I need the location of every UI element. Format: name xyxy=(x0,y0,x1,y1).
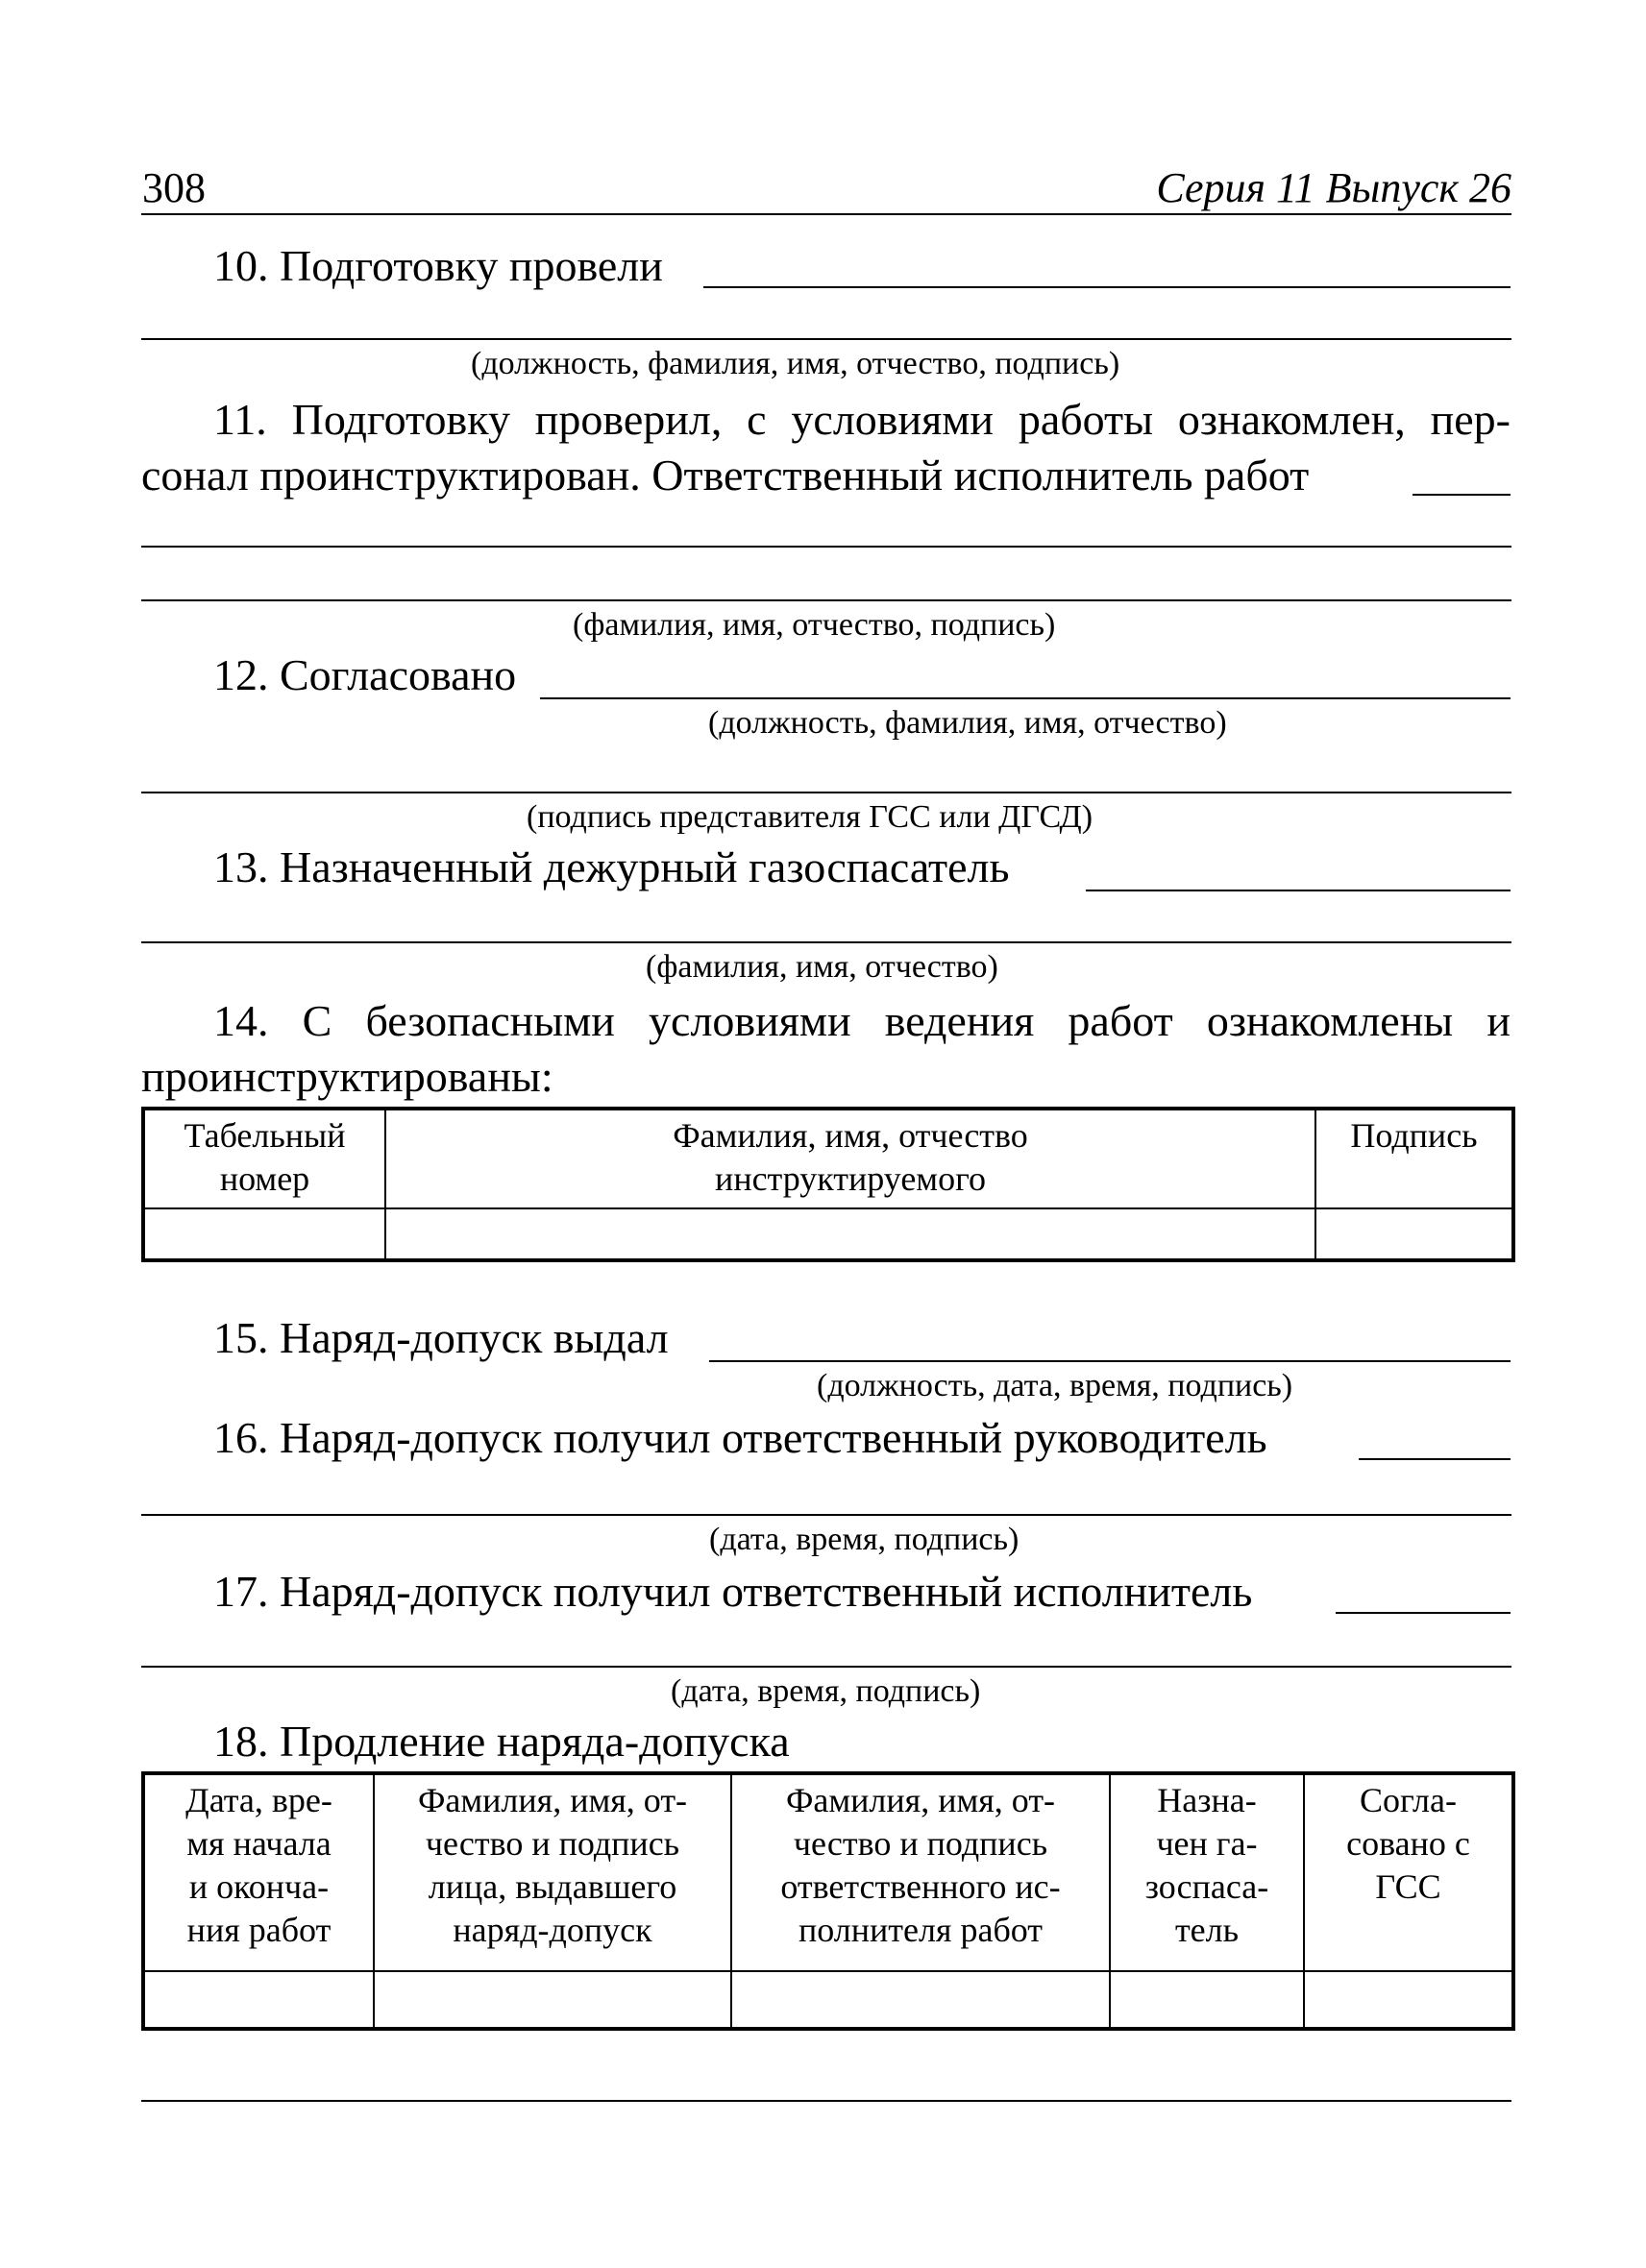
cell-approved[interactable] xyxy=(1304,1971,1513,2029)
item15-caption: (должность, дата, время, подпись) xyxy=(817,1368,1293,1403)
series-title: Серия 11 Выпуск 26 xyxy=(1156,164,1511,211)
header-text: ГСС xyxy=(1375,1867,1441,1906)
item11-line-a[interactable] xyxy=(141,546,1511,548)
header-tab-number xyxy=(143,1109,385,1208)
header-gas-rescuer xyxy=(1110,1773,1304,1971)
cell-issuer[interactable] xyxy=(374,1971,731,2029)
item11-line2: сонал проинструктирован. Ответственный исполнитель работ xyxy=(141,451,1310,500)
item15-label: 15. Наряд-допуск выдал xyxy=(213,1313,669,1362)
header-text: и оконча- xyxy=(188,1867,330,1906)
header-text: Табельный xyxy=(184,1116,346,1155)
item12-label: 12. Согласовано xyxy=(213,650,517,699)
item13-second-line[interactable] xyxy=(141,941,1511,943)
header-approved xyxy=(1304,1773,1513,1971)
item17-fill-line[interactable] xyxy=(1336,1612,1511,1614)
item14-line1: 14. С безопасными условиями ведения работ ознакомлены и xyxy=(213,996,1511,1045)
item12-caption2: (подпись представителя ГСС или ДГСД) xyxy=(527,799,1093,835)
header-text: Дата, вре- xyxy=(185,1781,332,1819)
header-text: Фамилия, имя, от- xyxy=(785,1781,1056,1819)
header-rule xyxy=(141,213,1511,215)
header-text: ответственного ис- xyxy=(780,1867,1061,1906)
header-text: чен га- xyxy=(1156,1824,1258,1863)
item11-line-b[interactable] xyxy=(141,599,1511,601)
header-text: Подпись xyxy=(1350,1116,1478,1155)
item13-fill-line[interactable] xyxy=(1086,890,1511,891)
header-text: номер xyxy=(219,1159,310,1198)
header-text: зоспаса- xyxy=(1144,1867,1269,1906)
item10-fill-line[interactable] xyxy=(703,286,1511,288)
cell-executor[interactable] xyxy=(731,1971,1110,2029)
cell-tab-number[interactable] xyxy=(143,1208,385,1260)
item16-second-line[interactable] xyxy=(141,1514,1511,1516)
header-date-time xyxy=(143,1773,374,1971)
header-text: чество и подпись xyxy=(425,1824,680,1863)
header-text: лица, выдавшего xyxy=(428,1867,677,1906)
cell-full-name[interactable] xyxy=(385,1208,1315,1260)
header-text: чество и подпись xyxy=(793,1824,1048,1863)
item12-caption1: (должность, фамилия, имя, отчество) xyxy=(708,705,1227,741)
item16-label: 16. Наряд-допуск получил ответственный руководитель xyxy=(213,1413,1267,1462)
header-executor xyxy=(731,1773,1110,1971)
header-text: мя начала xyxy=(186,1824,332,1863)
item10-second-line[interactable] xyxy=(141,338,1511,340)
item13-label: 13. Назначенный дежурный газоспасатель xyxy=(213,842,1010,891)
header-text: Согла- xyxy=(1360,1781,1457,1819)
item10-caption: (должность, фамилия, имя, отчество, подпись) xyxy=(471,346,1120,381)
header-signature xyxy=(1315,1109,1513,1208)
item12-fill-line[interactable] xyxy=(540,697,1511,699)
header-text: Назна- xyxy=(1157,1781,1257,1819)
item10-label: 10. Подготовку провели xyxy=(213,241,663,290)
header-text: Фамилия, имя, отчество xyxy=(673,1116,1028,1155)
item18-label: 18. Продление наряда-допуска xyxy=(213,1717,790,1766)
header-text: инструктируемого xyxy=(715,1159,986,1198)
header-full-name xyxy=(385,1109,1315,1208)
header-text: тель xyxy=(1174,1911,1240,1949)
header-text: ния работ xyxy=(186,1911,332,1949)
header-text: Фамилия, имя, от- xyxy=(417,1781,688,1819)
item13-caption: (фамилия, имя, отчество) xyxy=(646,949,998,985)
item16-caption: (дата, время, подпись) xyxy=(709,1522,1020,1557)
item11-line1: 11. Подготовку проверил, с условиями работы ознакомлен, пер- xyxy=(213,395,1511,444)
header-text: полнителя работ xyxy=(798,1911,1044,1949)
item11-caption: (фамилия, имя, отчество, подпись) xyxy=(573,607,1056,643)
item14-line2: проинструктированы: xyxy=(141,1052,553,1101)
item17-caption: (дата, время, подпись) xyxy=(671,1673,981,1709)
item17-label: 17. Наряд-допуск получил ответственный исполнитель xyxy=(213,1567,1253,1616)
cell-signature[interactable] xyxy=(1315,1208,1513,1260)
item17-second-line[interactable] xyxy=(141,1666,1511,1668)
cell-gas-rescuer[interactable] xyxy=(1110,1971,1304,2029)
instruction-table xyxy=(141,1107,1515,1262)
header-issuer xyxy=(374,1773,731,1971)
item11-fill-line[interactable] xyxy=(1413,494,1511,496)
page-number: 308 xyxy=(142,164,206,211)
header-text: наряд-допуск xyxy=(453,1911,652,1949)
cell-date-time[interactable] xyxy=(143,1971,374,2029)
bottom-line[interactable] xyxy=(141,2100,1511,2102)
header-text: совано с xyxy=(1346,1824,1470,1863)
item15-fill-line[interactable] xyxy=(709,1360,1511,1362)
item16-fill-line[interactable] xyxy=(1359,1458,1511,1460)
extension-table xyxy=(141,1771,1515,2031)
item12-signature-line[interactable] xyxy=(141,792,1511,793)
